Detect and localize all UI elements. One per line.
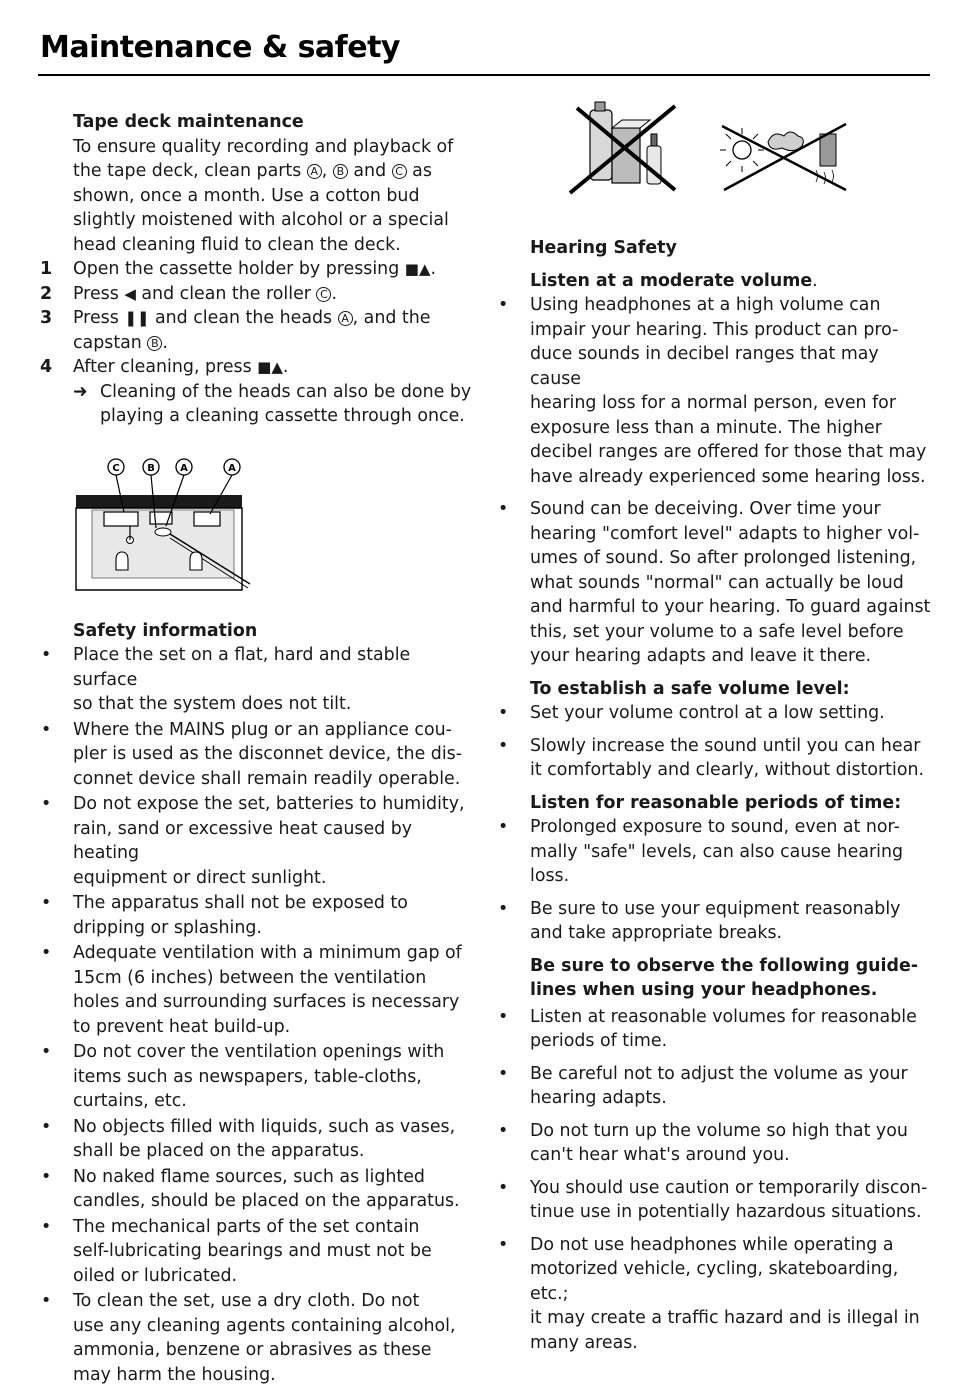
list-item: • No objects filled with liquids, such as vases, shall be placed on the apparatus. [40, 1115, 472, 1164]
stop-eject-icon: ■▲ [257, 358, 283, 376]
step-2: 2 Press ◀ and clean the roller C . [40, 283, 337, 304]
bullet-icon: • [41, 1042, 52, 1062]
list-item: • Do not cover the ventilation openings with items such as newspapers, table-cloths, curtains, etc. [40, 1040, 472, 1114]
bullet-icon: • [498, 295, 509, 315]
tape-maintenance-heading: Tape deck maintenance [73, 112, 304, 132]
hearing-safety-heading: Hearing Safety [530, 238, 677, 258]
bullet-icon: • [41, 1216, 52, 1237]
step-4: 4 After cleaning, press ■▲. [40, 357, 289, 377]
label-c-icon: C [392, 164, 407, 179]
bullet-icon: • [498, 1177, 509, 1198]
bullet-icon: • [498, 1234, 509, 1255]
title-divider [38, 74, 930, 76]
hearing-list-4 [497, 1005, 934, 1356]
bullet-icon: • [41, 1166, 52, 1187]
list-item: • Place the set on a flat, hard and stable surface so that the system does not tilt. [40, 643, 472, 717]
bullet-icon: • [498, 1120, 509, 1141]
list-item: • Where the MAINS plug or an appliance cou- pler is used as the disconnet device, the dis- connet device shall remain readily operable. [40, 718, 472, 792]
figure-label-b: B [147, 463, 155, 474]
list-item: • The mechanical parts of the set contain self-lubricating bearings and must not be oiled or lubricated. [40, 1215, 472, 1289]
list-item: • No naked flame sources, such as lighted candles, should be placed on the apparatus. [40, 1165, 472, 1214]
moderate-volume-heading: Listen at a moderate volume. [530, 270, 818, 291]
list-item: • The apparatus shall not be exposed to dripping or splashing. [40, 891, 472, 940]
cleaning-note: ➜ Cleaning of the heads can also be done by playing a cleaning cassette through once. [40, 380, 472, 429]
bullet-icon: • [41, 893, 52, 913]
bullet-icon: • [498, 735, 509, 756]
left-column [40, 110, 472, 1387]
label-c-icon: C [316, 287, 331, 302]
figure-label-a2: A [228, 463, 236, 474]
bullet-icon: • [498, 703, 509, 723]
safe-level-heading: To establish a safe volume level: [530, 678, 850, 699]
list-item: • Be sure to use your equipment reasonably and take appropriate breaks. [497, 897, 934, 946]
page-title: Maintenance & safety [40, 30, 400, 65]
step-3: 3 Press ❚❚ and clean the heads A , and the capstan B . [40, 308, 431, 353]
label-b-icon: B [147, 336, 162, 351]
label-a-icon: A [307, 164, 322, 179]
hearing-list-3 [497, 815, 934, 946]
list-item: • Adequate ventilation with a minimum gap of 15cm (6 inches) between the ventilation holes and surrounding surfaces is necessary to prevent heat build-up. [40, 941, 472, 1039]
bullet-icon: • [498, 1006, 509, 1027]
bullet-icon: • [41, 719, 52, 740]
bullet-icon: • [498, 499, 509, 519]
bullet-icon: • [498, 1063, 509, 1084]
list-item: • You should use caution or temporarily discon- tinue use in potentially hazardous situations. [497, 1176, 934, 1225]
list-item: • Do not use headphones while operating a motorized vehicle, cycling, skateboarding, etc.; it may create a traffic hazard and is illegal in many areas. [497, 1233, 934, 1356]
list-item: • To clean the set, use a dry cloth. Do not use any cleaning agents containing alcohol, ammonia, benzene or abrasives as these may harm the housing. [40, 1289, 472, 1387]
list-item: • Listen at reasonable volumes for reasonable periods of time. [497, 1005, 934, 1054]
figure-label-a: A [180, 463, 188, 474]
rewind-icon: ◀ [124, 284, 136, 303]
figure-label-c: C [112, 463, 120, 474]
safety-heading: Safety information [73, 620, 258, 641]
right-column [497, 236, 934, 1355]
bullet-icon: • [498, 898, 509, 919]
tape-deck-figure [70, 448, 260, 596]
list-item: • Set your volume control at a low setting. [497, 701, 934, 726]
step-1: 1 Open the cassette holder by pressing ■▲. [40, 259, 437, 279]
label-b-icon: B [333, 164, 348, 179]
bullet-icon: • [41, 645, 52, 665]
stop-eject-icon: ■▲ [404, 260, 431, 278]
guidelines-heading: Be sure to observe the following guide- lines when using your headphones. [530, 955, 918, 1000]
no-heat-sunlight-icon [720, 120, 850, 195]
arrow-right-icon: ➜ [73, 381, 88, 402]
no-cleaning-agents-icon [565, 98, 680, 198]
list-item: • Be careful not to adjust the volume as your hearing adapts. [497, 1062, 934, 1111]
reasonable-periods-heading: Listen for reasonable periods of time: [530, 792, 902, 813]
list-item: • Using headphones at a high volume can impair your hearing. This product can pro- duce sounds in decibel ranges that may cause hearing loss for a normal person, even for exposure less than a minute. The higher decibel ranges are offered for those that may have already experienced some hearing loss. [497, 293, 934, 489]
list-item: • Sound can be deceiving. Over time your hearing "comfort level" adapts to higher vol- umes of sound. So after prolonged listening, what sounds "normal" can actually be loud and harmful to your hearing. To guard against this, set your volume to a safe level before your hearing adapts and leave it there. [497, 497, 934, 669]
hearing-list-1 [497, 293, 934, 669]
safety-list [40, 643, 472, 1387]
list-item: • Do not expose the set, batteries to humidity, rain, sand or excessive heat caused by heating equipment or direct sunlight. [40, 792, 472, 890]
hearing-list-2 [497, 701, 934, 783]
list-item: • Do not turn up the volume so high that you can't hear what's around you. [497, 1119, 934, 1168]
bullet-icon: • [498, 817, 509, 837]
pause-icon: ❚❚ [124, 309, 150, 327]
list-item: • Slowly increase the sound until you can hear it comfortably and clearly, without distortion. [497, 734, 934, 783]
bullet-icon: • [41, 1291, 52, 1311]
list-item: • Prolonged exposure to sound, even at nor- mally "safe" levels, can also cause hearing loss. [497, 815, 934, 889]
bullet-icon: • [41, 794, 52, 814]
tape-intro: To ensure quality recording and playback of the tape deck, clean parts A , B and C as shown, once a month. Use a cotton bud slightly moistened with alcohol or a special head cleaning fluid to clean the deck. [73, 136, 454, 255]
bullet-icon: • [41, 943, 52, 963]
bullet-icon: • [41, 1116, 52, 1137]
label-a-icon: A [338, 311, 353, 326]
